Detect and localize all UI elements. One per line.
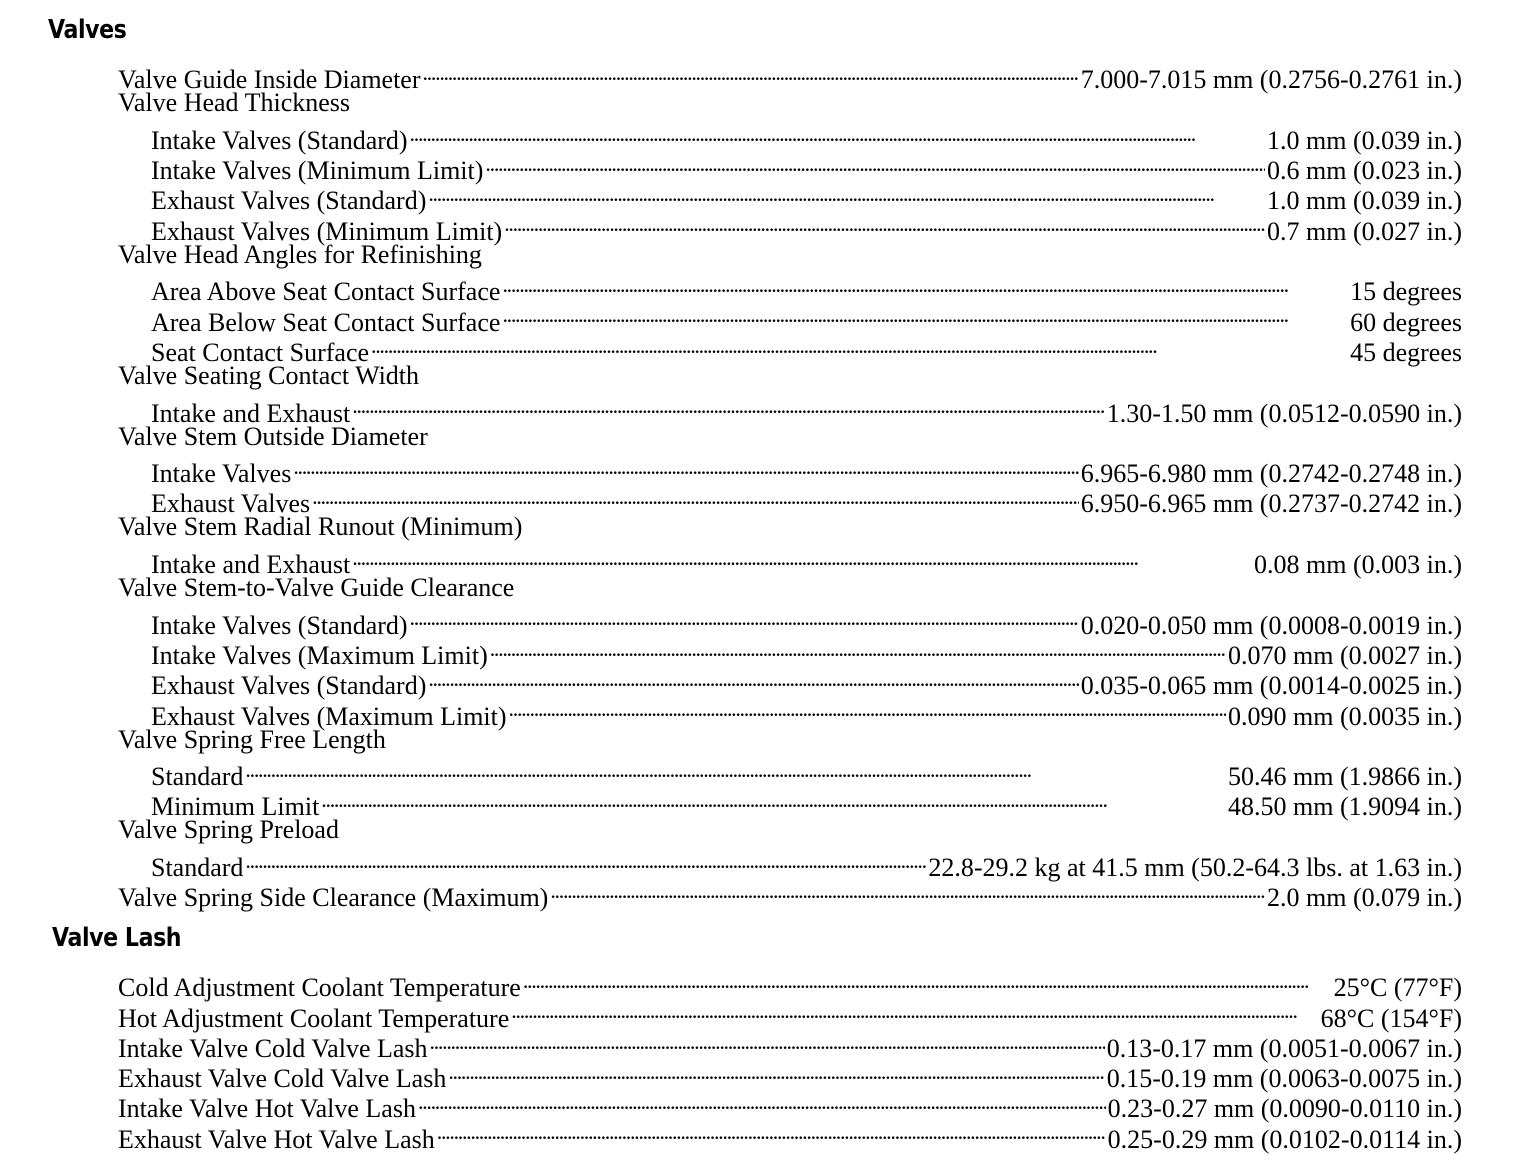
dot-leader — [502, 270, 1348, 300]
spec-row — [118, 58, 1462, 95]
dot-leader — [485, 149, 1265, 179]
spec-label: Exhaust Valves (Maximum Limit) — [151, 701, 507, 731]
dot-leader — [504, 209, 1265, 239]
spec-label: Intake Valve Hot Valve Lash — [118, 1094, 416, 1124]
spec-value: 0.090 mm (0.0035 in.) — [1228, 701, 1462, 731]
spec-label: Exhaust Valve Hot Valve Lash — [118, 1124, 435, 1154]
dot-leader — [428, 664, 1078, 694]
spec-label: Standard — [151, 853, 244, 883]
spec-label: Valve Spring Side Clearance (Maximum) — [118, 883, 549, 913]
spec-group-heading — [118, 361, 1462, 391]
spec-label: Intake Valves (Standard) — [151, 610, 408, 640]
spec-value: 6.965-6.980 mm (0.2742-0.2748 in.) — [1080, 459, 1462, 489]
spec-label: Area Above Seat Contact Surface — [151, 277, 501, 307]
spec-value: 0.7 mm (0.027 in.) — [1267, 216, 1462, 246]
dot-leader — [352, 543, 1252, 573]
spec-label: Area Below Seat Contact Surface — [151, 307, 501, 337]
spec-label: Exhaust Valves (Minimum Limit) — [151, 216, 503, 246]
spec-label: Intake Valves (Minimum Limit) — [151, 156, 484, 186]
spec-row — [118, 603, 1462, 640]
spec-value: 0.035-0.065 mm (0.0014-0.0025 in.) — [1080, 671, 1462, 701]
spec-label: Valve Spring Preload — [118, 815, 339, 845]
spec-value: 60 degrees — [1350, 307, 1462, 337]
spec-group-heading — [118, 240, 1462, 270]
spec-label: Valve Stem Outside Diameter — [118, 421, 428, 451]
spec-value: 1.0 mm (0.039 in.) — [1267, 186, 1462, 216]
spec-value: 0.070 mm (0.0027 in.) — [1228, 640, 1462, 670]
dot-leader — [245, 755, 1226, 785]
spec-label: Valve Stem-to-Valve Guide Clearance — [118, 573, 515, 603]
spec-row — [118, 391, 1462, 428]
spec-label: Cold Adjustment Coolant Temperature — [118, 973, 521, 1003]
spec-label: Intake Valves — [151, 459, 292, 489]
spec-label: Standard — [151, 762, 244, 792]
spec-label: Minimum Limit — [151, 792, 320, 822]
spec-label: Seat Contact Surface — [151, 337, 370, 367]
spec-label: Valve Spring Free Length — [118, 724, 386, 754]
spec-label: Valve Stem Radial Runout (Minimum) — [118, 512, 523, 542]
spec-value: 0.6 mm (0.023 in.) — [1267, 156, 1462, 186]
dot-leader — [511, 996, 1318, 1026]
spec-value: 7.000-7.015 mm (0.2756-0.2761 in.) — [1080, 65, 1462, 95]
dot-leader — [410, 119, 1265, 149]
spec-value: 45 degrees — [1350, 337, 1462, 367]
dot-leader — [509, 694, 1226, 724]
valve-lash-spec-list — [118, 966, 1462, 1154]
dot-leader — [423, 58, 1079, 88]
spec-label: Exhaust Valves (Standard) — [151, 186, 427, 216]
spec-row — [118, 876, 1462, 913]
spec-row — [118, 270, 1462, 307]
spec-label: Valve Seating Contact Width — [118, 360, 420, 390]
spec-row — [118, 119, 1462, 155]
dot-leader — [437, 1117, 1106, 1147]
dot-leader — [321, 785, 1226, 815]
dot-leader — [430, 1027, 1105, 1057]
spec-row — [118, 452, 1462, 489]
spec-value: 6.950-6.965 mm (0.2737-0.2742 in.) — [1080, 489, 1462, 519]
spec-value: 0.13-0.17 mm (0.0051-0.0067 in.) — [1106, 1033, 1462, 1063]
dot-leader — [245, 846, 926, 876]
dot-leader — [418, 1087, 1106, 1117]
spec-value: 1.30-1.50 mm (0.0512-0.0590 in.) — [1106, 398, 1462, 428]
spec-label: Intake Valves (Maximum Limit) — [151, 640, 488, 670]
spec-label: Exhaust Valves — [151, 489, 311, 519]
section-heading-valve-lash: Valve Lash — [52, 923, 182, 953]
spec-value: 0.15-0.19 mm (0.0063-0.0075 in.) — [1106, 1064, 1462, 1094]
spec-value: 25°C (77°F) — [1333, 973, 1462, 1003]
spec-label: Exhaust Valves (Standard) — [151, 671, 427, 701]
spec-value: 0.020-0.050 mm (0.0008-0.0019 in.) — [1080, 610, 1462, 640]
dot-leader — [490, 634, 1226, 664]
spec-label: Valve Head Thickness — [118, 88, 351, 118]
spec-label: Valve Head Angles for Refinishing — [118, 239, 482, 269]
spec-label: Intake Valve Cold Valve Lash — [118, 1033, 428, 1063]
dot-leader — [550, 876, 1265, 906]
spec-label: Exhaust Valve Cold Valve Lash — [118, 1064, 447, 1094]
dot-leader — [448, 1057, 1104, 1087]
section-heading-valves: Valves — [48, 15, 127, 45]
dot-leader — [523, 966, 1332, 996]
spec-label: Hot Adjustment Coolant Temperature — [118, 1003, 510, 1033]
spec-value: 1.0 mm (0.039 in.) — [1267, 125, 1462, 155]
spec-row — [118, 966, 1462, 1003]
spec-value: 22.8-29.2 kg at 41.5 mm (50.2-64.3 lbs. at 1.63 in.) — [928, 853, 1462, 883]
spec-value: 50.46 mm (1.9866 in.) — [1228, 762, 1462, 792]
spec-row — [118, 755, 1462, 792]
spec-value: 0.23-0.27 mm (0.0090-0.0110 in.) — [1107, 1094, 1462, 1124]
spec-value: 15 degrees — [1350, 277, 1462, 307]
spec-value: 2.0 mm (0.079 in.) — [1267, 883, 1462, 913]
dot-leader — [371, 331, 1348, 361]
spec-label: Intake Valves (Standard) — [151, 125, 408, 155]
spec-value: 0.08 mm (0.003 in.) — [1254, 550, 1462, 580]
dot-leader — [312, 482, 1079, 512]
spec-row — [118, 846, 1462, 883]
spec-value: 48.50 mm (1.9094 in.) — [1228, 792, 1462, 822]
dot-leader — [428, 179, 1265, 209]
spec-label: Valve Guide Inside Diameter — [118, 65, 421, 95]
dot-leader — [502, 300, 1348, 330]
spec-label: Intake and Exhaust — [151, 398, 351, 428]
dot-leader — [293, 452, 1078, 482]
dot-leader — [410, 603, 1079, 633]
spec-label: Intake and Exhaust — [151, 550, 351, 580]
spec-row — [118, 543, 1462, 580]
spec-value: 0.25-0.29 mm (0.0102-0.0114 in.) — [1107, 1124, 1462, 1154]
spec-value: 68°C (154°F) — [1320, 1003, 1462, 1033]
dot-leader — [352, 391, 1104, 421]
valves-spec-list — [118, 58, 1462, 913]
